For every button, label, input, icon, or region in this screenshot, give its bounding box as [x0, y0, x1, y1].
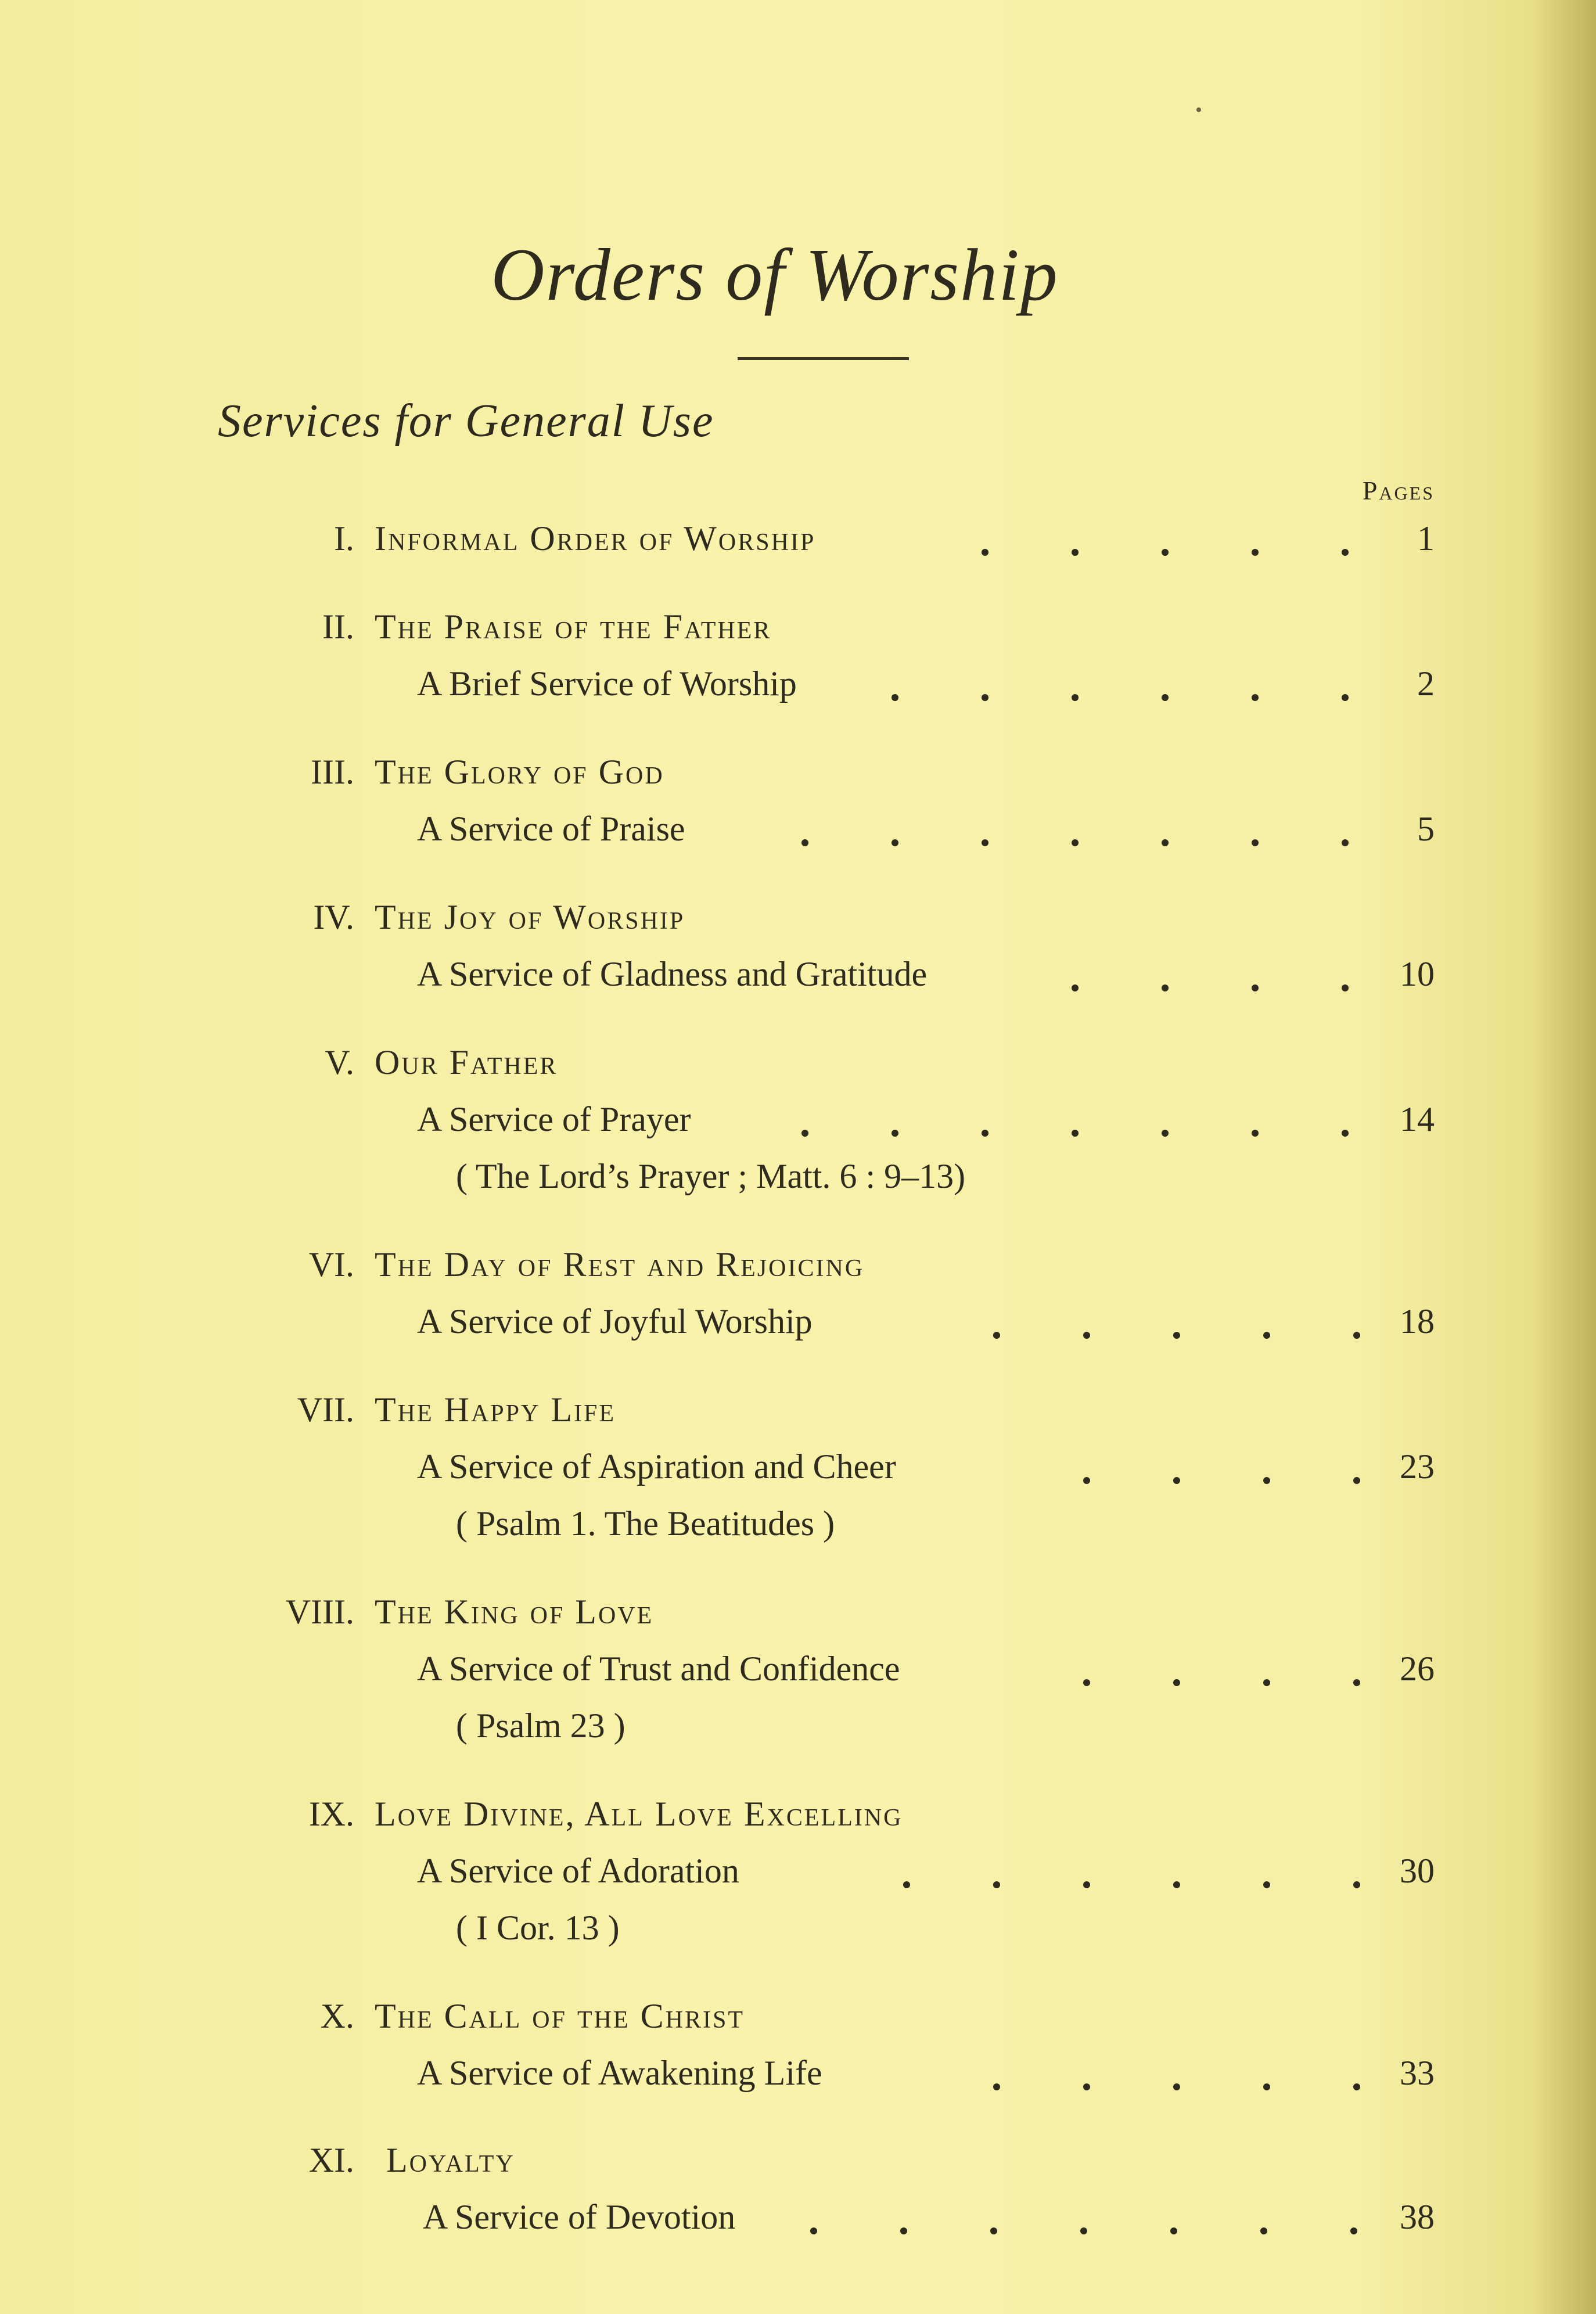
entry-scripture-note: ( Psalm 23 ) — [456, 1706, 626, 1745]
entry-title: Informal Order of Worship — [375, 519, 816, 558]
entry-numeral: X. — [320, 1997, 354, 2035]
page-title: Orders of Worship — [491, 233, 1059, 316]
entry-numeral: II. — [322, 608, 354, 646]
entry-subtitle: A Service of Devotion — [423, 2198, 736, 2236]
entry-numeral: III. — [311, 753, 354, 791]
entry-title: The Call of the Christ — [375, 1997, 745, 2035]
entry-numeral: VII. — [297, 1390, 354, 1429]
entry-scripture-note: ( The Lord’s Prayer ; Matt. 6 : 9–13) — [456, 1157, 966, 1195]
entry-numeral: IV. — [313, 898, 354, 936]
entry-subtitle: A Service of Prayer — [417, 1100, 691, 1138]
entry-subtitle: A Service of Awakening Life — [417, 2054, 822, 2092]
entry-scripture-note: ( Psalm 1. The Beatitudes ) — [456, 1504, 835, 1543]
entry-subtitle: A Service of Aspiration and Cheer — [417, 1447, 896, 1486]
entry-numeral: VIII. — [285, 1593, 354, 1631]
entry-scripture-note: ( I Cor. 13 ) — [456, 1909, 620, 1947]
entry-title: The Joy of Worship — [375, 898, 685, 936]
entry-numeral: IX. — [308, 1795, 354, 1833]
entry-subtitle: A Service of Joyful Worship — [417, 1302, 813, 1341]
entry-title: Love Divine, All Love Excelling — [375, 1795, 903, 1833]
entry-subtitle: A Service of Trust and Confidence — [417, 1650, 900, 1688]
entry-page-number: 23 — [1400, 1447, 1435, 1486]
entry-page-number: 14 — [1400, 1100, 1435, 1138]
entry-numeral: I. — [334, 519, 354, 558]
entry-title: The Praise of the Father — [375, 608, 772, 646]
paper-speck — [1196, 107, 1201, 112]
entry-page-number: 1 — [1417, 519, 1435, 558]
entry-numeral: VI. — [308, 1245, 354, 1284]
section-title: Services for General Use — [218, 396, 714, 447]
entry-numeral: V. — [325, 1043, 354, 1081]
entry-subtitle: A Brief Service of Worship — [417, 664, 797, 703]
entry-numeral: XI. — [308, 2141, 354, 2179]
entry-title: The Day of Rest and Rejoicing — [375, 1245, 865, 1284]
entry-page-number: 5 — [1417, 810, 1435, 848]
entry-page-number: 30 — [1400, 1852, 1435, 1890]
entry-page-number: 10 — [1400, 955, 1435, 993]
entry-page-number: 18 — [1400, 1302, 1435, 1341]
entry-subtitle: A Service of Adoration — [417, 1852, 739, 1890]
entry-title: Loyalty — [386, 2141, 515, 2179]
pages-column-label: Pages — [1362, 476, 1435, 505]
entry-subtitle: A Service of Gladness and Gratitude — [417, 955, 928, 993]
entry-page-number: 38 — [1400, 2198, 1435, 2236]
title-divider — [738, 357, 909, 360]
entry-title: The Glory of God — [375, 753, 664, 791]
entry-title: Our Father — [375, 1043, 558, 1081]
entry-title: The King of Love — [375, 1593, 654, 1631]
entry-page-number: 2 — [1417, 664, 1435, 703]
entry-title: The Happy Life — [375, 1390, 616, 1429]
entry-page-number: 26 — [1400, 1650, 1435, 1688]
entry-page-number: 33 — [1400, 2054, 1435, 2092]
entry-subtitle: A Service of Praise — [417, 810, 685, 848]
